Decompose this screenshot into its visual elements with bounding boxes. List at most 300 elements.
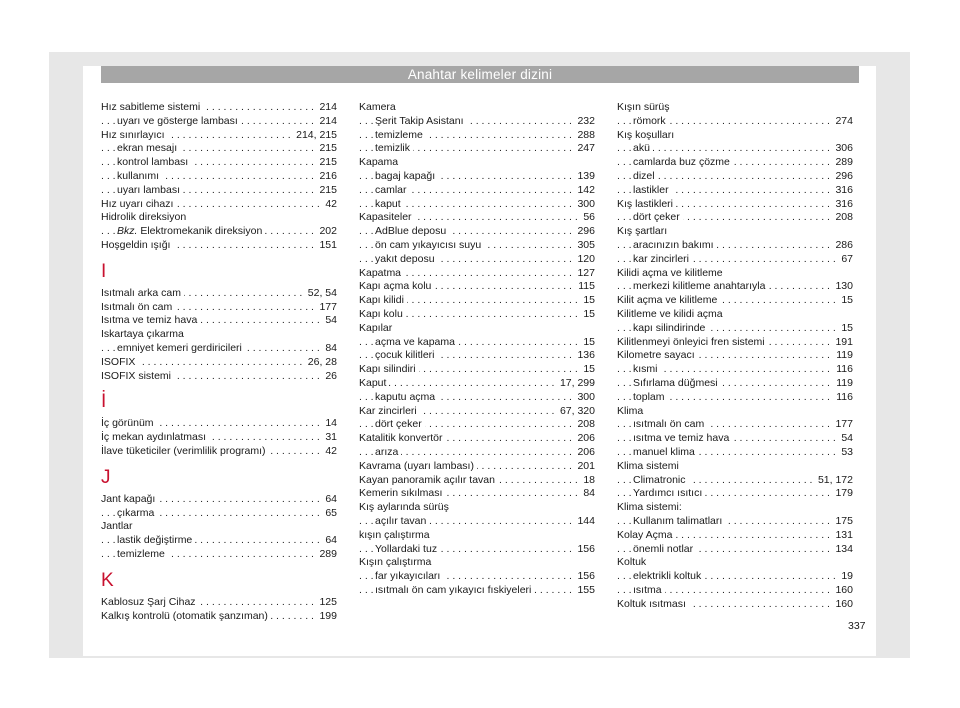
index-term-text: kışın çalıştırma	[359, 528, 430, 541]
index-term	[633, 170, 658, 182]
index-subentry	[617, 156, 853, 170]
index-entry	[101, 239, 337, 253]
index-term	[633, 115, 669, 127]
index-page-ref: 206	[574, 446, 595, 460]
index-term-text: Koltuk ısıtması	[617, 597, 686, 610]
index-term	[617, 460, 682, 472]
index-term	[633, 322, 708, 334]
index-term-text: ISOFIX sistemi	[101, 369, 172, 382]
index-term	[633, 211, 683, 223]
index-term-text: Şerit Takip Asistanı	[375, 114, 464, 127]
index-term	[617, 308, 726, 320]
index-term-text: Kış lastikleri	[617, 197, 674, 210]
index-term-text: Kapı kilidi	[359, 294, 404, 307]
index-term	[633, 280, 768, 292]
index-term-text: Kapama	[359, 156, 399, 169]
index-term	[359, 405, 420, 417]
index-page-ref: 84	[580, 487, 595, 501]
index-term	[359, 308, 406, 320]
index-entry	[617, 349, 853, 363]
index-page-ref: 296	[574, 225, 595, 239]
index-term-text: Hız sabitleme sistemi	[101, 101, 201, 113]
index-entry	[359, 156, 595, 170]
index-entry	[101, 431, 337, 445]
index-term-text: Kapasiteler	[359, 211, 412, 224]
index-term-text: Kavrama (uyarı lambası)	[359, 459, 474, 472]
index-entry	[101, 596, 337, 610]
index-term-text: Isıtmalı arka cam	[101, 286, 181, 299]
index-page-ref: 67	[838, 253, 853, 267]
index-term-text: Kapılar	[359, 321, 393, 334]
index-page-ref: 296	[832, 170, 853, 184]
index-page-ref: 14	[322, 417, 337, 431]
index-page-ref: 67, 320	[557, 405, 595, 419]
index-term	[101, 370, 174, 382]
index-term	[359, 529, 433, 541]
index-page-ref: 306	[832, 142, 853, 156]
index-page-ref: 17, 299	[557, 377, 595, 391]
index-page-ref: 144	[574, 515, 595, 529]
index-term	[375, 391, 438, 403]
index-column-1	[101, 101, 337, 623]
page-number: 337	[848, 620, 866, 632]
index-entry	[101, 445, 337, 459]
index-term-text: açma ve kapama	[375, 335, 455, 348]
index-term	[117, 225, 265, 237]
index-term-text: Kilidi açma ve kilitleme	[617, 266, 723, 279]
index-term-text: Sıfırlama düğmesi	[633, 376, 718, 389]
index-entry	[359, 487, 595, 501]
index-page-ref: 139	[574, 170, 595, 184]
index-term	[617, 405, 646, 417]
index-subentry	[617, 377, 853, 391]
index-entry	[359, 294, 595, 308]
index-subentry	[359, 349, 595, 363]
index-page-ref: 120	[574, 253, 595, 267]
index-entry	[101, 211, 337, 225]
index-term-text: ısıtma ve temiz hava	[633, 432, 730, 445]
index-term-text: Yardımcı ısıtıcı	[633, 487, 703, 500]
index-term	[117, 342, 245, 354]
index-subentry	[359, 129, 595, 143]
index-entry	[617, 598, 853, 612]
index-page-ref: 65	[322, 507, 337, 521]
index-page-ref: 199	[316, 610, 337, 624]
index-term	[633, 570, 704, 582]
index-entry	[617, 129, 853, 143]
index-subentry	[359, 336, 595, 350]
index-page-ref: 316	[832, 198, 853, 212]
index-entry	[359, 556, 595, 570]
index-page-ref: 214	[316, 115, 337, 129]
index-term-text: Kilitleme ve kilidi açma	[617, 307, 723, 320]
index-entry	[617, 405, 853, 419]
index-term	[375, 349, 438, 361]
index-term	[101, 431, 209, 443]
index-term	[359, 156, 401, 168]
index-entry	[617, 198, 853, 212]
index-term	[633, 543, 696, 555]
index-term-text: ısıtmalı ön cam	[633, 418, 705, 431]
index-term	[617, 598, 689, 610]
index-term	[359, 487, 445, 499]
index-term-text: Klima sistemi	[617, 459, 679, 472]
index-term-text: İç mekan aydınlatması	[101, 431, 207, 444]
index-page-ref: 289	[832, 156, 853, 170]
index-entry	[101, 356, 337, 370]
index-term-text: kullanımı	[117, 169, 160, 182]
index-term	[375, 418, 425, 430]
index-entry	[359, 405, 595, 419]
index-term-text: aracınızın bakımı	[633, 238, 714, 251]
index-term-text: Kaput	[359, 376, 387, 389]
index-term	[359, 363, 419, 375]
index-term-text: temizleme	[117, 547, 165, 560]
index-page-ref: 305	[574, 239, 595, 253]
index-subentry	[359, 446, 595, 460]
index-term-text: manuel klima	[633, 445, 695, 458]
index-subentry	[617, 170, 853, 184]
index-page-ref: 116	[833, 391, 853, 405]
index-term	[375, 225, 449, 237]
index-page-ref: 288	[574, 129, 595, 143]
index-subentry	[617, 446, 853, 460]
index-page-ref: 15	[580, 308, 595, 322]
index-subentry	[617, 363, 853, 377]
index-term-text: Kış şartları	[617, 225, 668, 238]
index-term	[101, 314, 200, 326]
index-term	[633, 418, 707, 430]
index-term	[101, 493, 158, 505]
index-term	[375, 129, 426, 141]
index-page-ref: 53	[838, 446, 853, 460]
index-page-ref: 214, 215	[293, 129, 337, 143]
index-term-text: dizel	[633, 169, 655, 182]
index-page-ref: 155	[574, 584, 595, 598]
index-term-text: İlave tüketiciler (verimlilik programı)	[101, 444, 266, 457]
index-subentry	[617, 584, 853, 598]
index-page-ref: 179	[832, 487, 853, 501]
index-entry	[617, 336, 853, 350]
index-entry	[359, 308, 595, 322]
index-entry	[359, 529, 595, 543]
index-term-text: Kamera	[359, 101, 396, 113]
index-term	[633, 156, 733, 168]
index-term-text: Klima	[617, 404, 644, 417]
index-term-text: Hız sınırlayıcı	[101, 128, 165, 141]
index-term	[359, 556, 434, 568]
index-term-text: Kışın çalıştırma	[359, 556, 432, 569]
index-page-ref: 19	[838, 570, 853, 584]
index-term	[359, 474, 498, 486]
index-term	[375, 115, 467, 127]
index-term	[617, 501, 685, 513]
index-term	[359, 460, 477, 472]
index-term	[375, 142, 413, 154]
index-page-ref: 134	[832, 543, 853, 557]
page-title: Anahtar kelimeler dizini	[101, 66, 859, 83]
index-term	[617, 198, 676, 210]
index-page-ref: 286	[832, 239, 853, 253]
index-section-letter: K	[101, 569, 114, 591]
index-page-ref: 191	[832, 336, 853, 350]
index-entry	[617, 294, 853, 308]
index-page-ref: 26, 28	[305, 356, 337, 370]
index-term-text: dört çeker	[633, 211, 680, 224]
index-term	[359, 267, 404, 279]
index-term-text: ısıtma	[633, 583, 662, 596]
index-entry	[617, 460, 853, 474]
index-term-text: Kilit açma ve kilitleme	[617, 294, 718, 307]
index-term-text: kontrol lambası	[117, 156, 189, 169]
index-term	[617, 294, 720, 306]
index-term-text: açılır tavan	[375, 514, 427, 527]
index-entry	[101, 129, 337, 143]
index-page-ref: 300	[574, 391, 595, 405]
index-term-text: AdBlue deposu	[375, 225, 447, 238]
index-term-text: ekran mesajı	[117, 142, 178, 155]
index-term-text: far yıkayıcıları	[375, 570, 441, 583]
index-term-text: Isıtma ve temiz hava	[101, 314, 198, 327]
index-term	[633, 377, 721, 389]
index-term	[117, 184, 183, 196]
index-term	[633, 184, 672, 196]
index-page-ref: 156	[574, 570, 595, 584]
index-term-text: lastik değiştirme	[117, 534, 193, 547]
index-term-text: camlarda buz çözme	[633, 156, 730, 169]
index-term-text: temizlik	[375, 142, 411, 155]
index-page-ref: 177	[316, 301, 337, 315]
index-term-text: emniyet kemeri gerdiricileri	[117, 341, 242, 354]
index-term-text: önemli notlar	[633, 542, 694, 555]
index-subentry	[617, 322, 853, 336]
index-term	[617, 336, 768, 348]
index-term-text: ISOFIX	[101, 355, 136, 368]
index-term-text: Katalitik konvertör	[359, 432, 443, 445]
index-subentry	[101, 156, 337, 170]
index-subentry	[617, 515, 853, 529]
index-page-ref: 119	[833, 349, 853, 363]
index-term	[101, 301, 175, 313]
index-term	[633, 446, 698, 458]
index-term-text: camlar	[375, 183, 407, 196]
index-term-text: ön cam yıkayıcısı suyu	[375, 238, 482, 251]
index-entry	[359, 460, 595, 474]
index-term	[375, 253, 438, 265]
index-term-text: toplam	[633, 390, 665, 403]
index-term-text: kar zincirleri	[633, 252, 690, 265]
index-term-text: kısmi	[633, 363, 658, 376]
index-term	[101, 198, 176, 210]
index-term	[633, 363, 661, 375]
index-subentry	[359, 225, 595, 239]
index-term-text: Kilitlenmeyi önleyici fren sistemi	[617, 335, 765, 348]
index-term	[359, 501, 452, 513]
index-term	[359, 280, 434, 292]
index-page-ref: 15	[838, 322, 853, 336]
index-entry	[101, 370, 337, 384]
index-subentry	[101, 184, 337, 198]
index-page-ref: 215	[316, 184, 337, 198]
index-entry	[359, 211, 595, 225]
index-term-text: Elektromekanik direksiyon	[137, 225, 263, 238]
index-page-ref: 15	[580, 294, 595, 308]
index-subentry	[359, 142, 595, 156]
index-term	[633, 391, 668, 403]
index-subentry	[101, 142, 337, 156]
index-subentry	[359, 170, 595, 184]
index-term	[633, 584, 665, 596]
index-page-ref: 177	[832, 418, 853, 432]
index-section-letter: J	[101, 466, 111, 488]
index-page-ref: 160	[832, 584, 853, 598]
index-term-text: Kapı açma kolu	[359, 280, 432, 293]
index-term-text: Isıtmalı ön cam	[101, 300, 173, 313]
index-term	[101, 129, 168, 141]
index-page-ref: 26	[322, 370, 337, 384]
index-term	[633, 432, 732, 444]
index-term	[617, 129, 677, 141]
index-subentry	[101, 225, 337, 239]
index-term	[375, 584, 534, 596]
index-page-ref: 156	[574, 543, 595, 557]
index-page-ref: 42	[322, 198, 337, 212]
index-term	[101, 239, 173, 251]
index-term	[117, 548, 168, 560]
index-subentry	[359, 184, 595, 198]
index-term	[101, 211, 189, 223]
index-subentry	[101, 342, 337, 356]
index-subentry	[359, 239, 595, 253]
index-term	[375, 543, 440, 555]
index-section-letter: I	[101, 260, 107, 282]
index-subentry	[617, 487, 853, 501]
index-entry	[617, 308, 853, 322]
index-term-text: Kablosuz Şarj Cihaz	[101, 595, 196, 608]
index-page-ref: 15	[580, 363, 595, 377]
index-subentry	[617, 142, 853, 156]
index-term	[633, 142, 653, 154]
index-page-ref: 64	[322, 534, 337, 548]
index-entry	[617, 556, 853, 570]
index-term	[101, 445, 269, 457]
index-term	[375, 198, 404, 210]
index-subentry	[359, 570, 595, 584]
index-term-text: Hidrolik direksiyon	[101, 211, 187, 224]
index-entry	[617, 225, 853, 239]
index-term-text: Hız uyarı cihazı	[101, 197, 174, 210]
index-entry	[359, 474, 595, 488]
index-term-text: Koltuk	[617, 556, 647, 569]
index-term	[117, 534, 195, 546]
index-term-text: yakıt deposu	[375, 252, 435, 265]
index-page-ref: 130	[832, 280, 853, 294]
index-subentry	[359, 198, 595, 212]
index-subentry	[617, 391, 853, 405]
index-subentry	[359, 584, 595, 598]
index-subentry	[617, 184, 853, 198]
index-term	[633, 487, 705, 499]
index-entry	[101, 417, 337, 431]
index-page-ref: 289	[316, 548, 337, 562]
index-term	[101, 520, 136, 532]
index-term-text: Kış koşulları	[617, 128, 675, 141]
index-term	[359, 432, 445, 444]
index-term-text: ısıtmalı ön cam yıkayıcı fıskiyeleri	[375, 583, 532, 596]
index-entry	[359, 101, 595, 115]
index-page-ref: 216	[316, 170, 337, 184]
index-term-text: Climatronic	[633, 473, 686, 486]
index-subentry	[101, 170, 337, 184]
index-term-text: Klima sistemi:	[617, 501, 682, 514]
index-term-text: Kapatma	[359, 266, 402, 279]
index-column-3	[617, 101, 853, 611]
index-subentry	[101, 115, 337, 129]
index-page-ref: 131	[832, 529, 853, 543]
index-page-ref: 18	[580, 474, 595, 488]
index-page-ref: 56	[580, 211, 595, 225]
index-term-text: Hoşgeldin ışığı	[101, 238, 171, 251]
index-term	[359, 101, 399, 113]
index-page-ref: 232	[574, 115, 595, 129]
index-entry	[101, 287, 337, 301]
index-term	[101, 596, 199, 608]
index-term-text: kaputu açma	[375, 390, 436, 403]
index-subentry	[359, 115, 595, 129]
index-term-text: Kolay Açma	[617, 528, 673, 541]
index-page-ref: 274	[832, 115, 853, 129]
index-page-ref: 125	[316, 596, 337, 610]
index-term	[375, 446, 401, 458]
index-page-ref: 247	[574, 142, 595, 156]
index-entry	[101, 101, 337, 115]
index-term-text: römork	[633, 114, 666, 127]
index-term-text: dört çeker	[375, 418, 422, 431]
index-page-ref: 136	[574, 349, 595, 363]
index-term	[359, 294, 407, 306]
index-term	[101, 328, 187, 340]
index-section-letter: İ	[101, 391, 107, 413]
index-subentry	[359, 391, 595, 405]
index-subentry	[617, 474, 853, 488]
index-term-text: Yollardaki tuz	[375, 542, 438, 555]
index-entry	[617, 501, 853, 515]
index-page-ref: 116	[833, 363, 853, 377]
index-page-ref: 142	[574, 184, 595, 198]
index-entry	[617, 267, 853, 281]
index-subentry	[617, 280, 853, 294]
index-term	[117, 507, 157, 519]
index-page-ref: 115	[575, 280, 595, 294]
index-subentry	[617, 211, 853, 225]
index-subentry	[101, 507, 337, 521]
index-page-ref: 15	[580, 336, 595, 350]
index-term	[617, 349, 698, 361]
index-entry	[359, 322, 595, 336]
index-term	[375, 170, 438, 182]
index-term	[617, 225, 670, 237]
index-term	[359, 322, 395, 334]
index-term	[359, 211, 415, 223]
index-term	[117, 142, 180, 154]
index-term	[101, 101, 203, 113]
index-term	[101, 417, 157, 429]
index-term-text: Kalkış kontrolü (otomatik şanzıman)	[101, 609, 268, 622]
index-subentry	[617, 253, 853, 267]
index-term	[375, 515, 429, 527]
index-page-ref: 160	[832, 598, 853, 612]
index-entry	[359, 280, 595, 294]
